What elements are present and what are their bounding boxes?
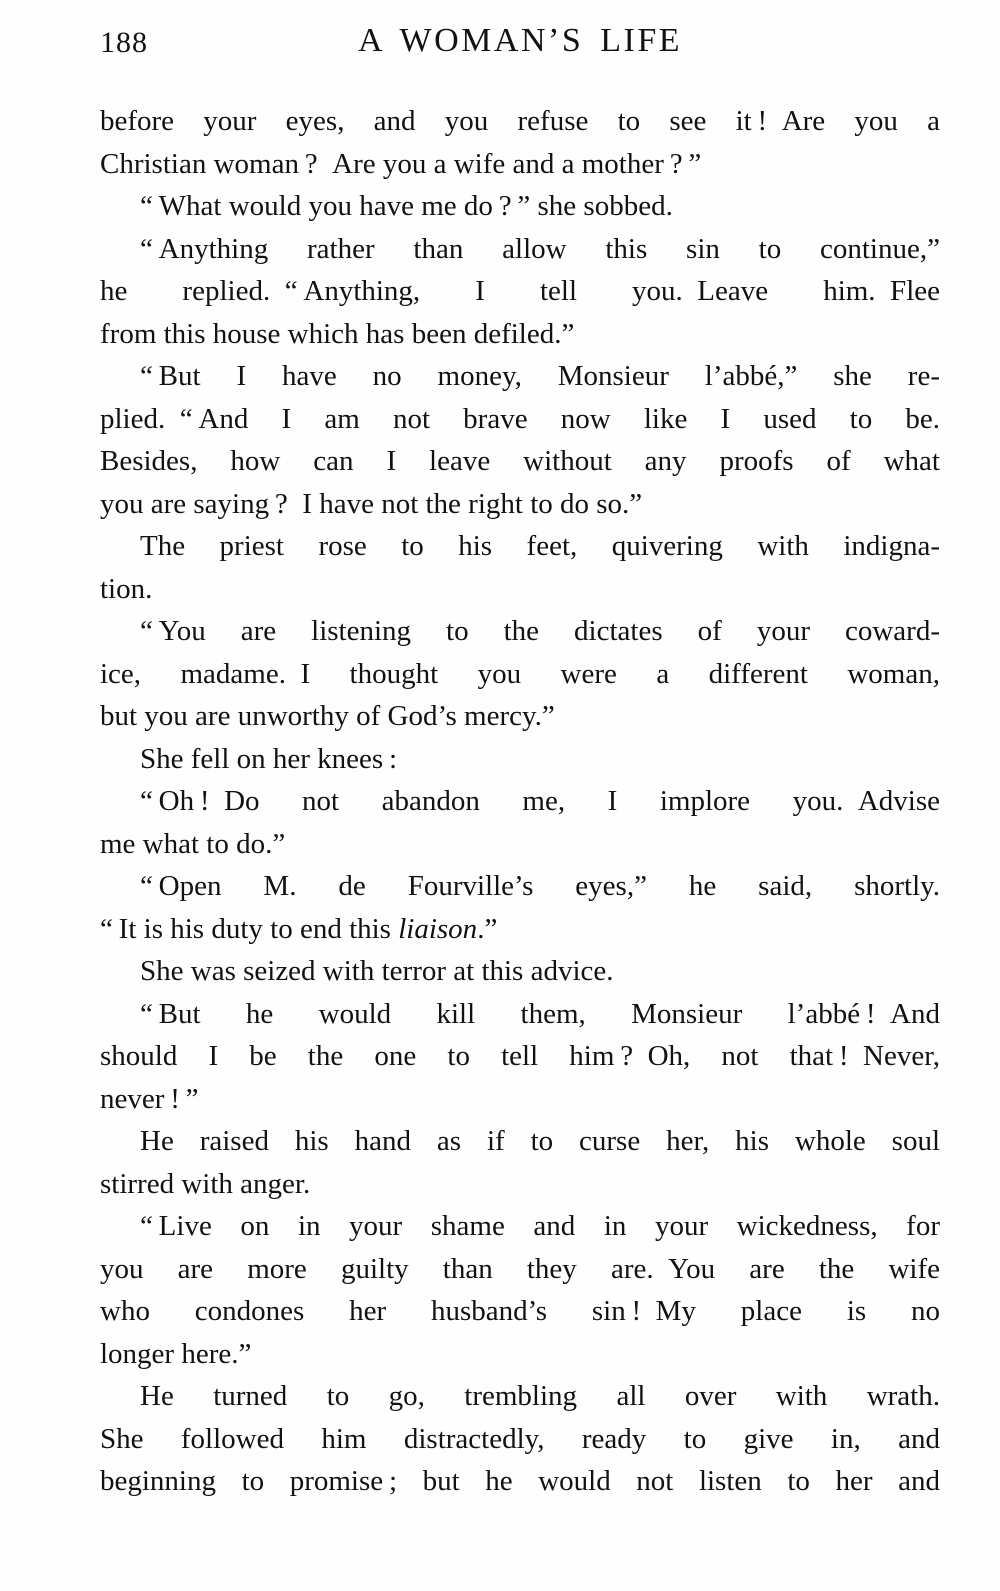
text-segment: He turned to go, trembling all over with wrath. bbox=[140, 1380, 940, 1412]
text-segment: from this house which has been defiled.” bbox=[100, 317, 575, 350]
text-segment: “ What would you have me do ? ” she sobbed. bbox=[140, 190, 673, 222]
text-line bbox=[100, 228, 940, 271]
italic-text: liaison bbox=[398, 912, 478, 945]
text-line bbox=[100, 1035, 940, 1078]
text-line bbox=[100, 865, 940, 908]
text-segment: She followed him distractedly, ready to give in, and bbox=[100, 1422, 940, 1455]
text-segment: She was seized with terror at this advice. bbox=[140, 955, 614, 987]
text-segment: ice, madame. I thought you were a different woman, bbox=[100, 657, 940, 690]
text-line bbox=[100, 1375, 940, 1418]
text-line bbox=[100, 653, 940, 696]
text-line bbox=[100, 1120, 940, 1163]
text-line bbox=[100, 1248, 940, 1291]
text-line bbox=[100, 185, 940, 228]
text-line bbox=[100, 780, 940, 823]
text-segment: you are more guilty than they are. You are the wife bbox=[100, 1252, 940, 1285]
text-segment: “ You are listening to the dictates of your coward- bbox=[140, 615, 940, 647]
text-line bbox=[100, 483, 940, 526]
page-number: 188 bbox=[100, 26, 148, 59]
text-segment: Christian woman ? Are you a wife and a mother ? ” bbox=[100, 147, 702, 180]
text-segment: “ It is his duty to end this bbox=[100, 912, 399, 945]
text-line bbox=[100, 1418, 940, 1461]
text-line bbox=[100, 1460, 940, 1503]
text-segment: before your eyes, and you refuse to see it ! Are you a bbox=[100, 105, 940, 137]
text-segment: He raised his hand as if to curse her, his whole soul bbox=[140, 1125, 940, 1157]
page-title: A WOMAN’S LIFE bbox=[357, 22, 683, 59]
text-line bbox=[100, 993, 940, 1036]
text-segment: Besides, how can I leave without any proofs of what bbox=[100, 445, 940, 477]
text-line bbox=[100, 1078, 940, 1121]
text-line bbox=[100, 568, 940, 611]
text-segment: The priest rose to his feet, quivering with indigna- bbox=[140, 530, 940, 562]
running-header bbox=[100, 22, 940, 62]
text-line bbox=[100, 1163, 940, 1206]
text-line bbox=[100, 908, 940, 951]
text-segment: plied. “ And I am not brave now like I used to be. bbox=[100, 402, 940, 435]
text-segment: “ Open M. de Fourville’s eyes,” he said, shortly. bbox=[140, 870, 940, 902]
text-segment: “ Anything rather than allow this sin to continue,” bbox=[140, 232, 940, 265]
text-line bbox=[100, 270, 940, 313]
text-segment: .” bbox=[477, 912, 498, 945]
text-segment: you are saying ? I have not the right to do so.” bbox=[100, 487, 643, 520]
text-line bbox=[100, 1205, 940, 1248]
text-line bbox=[100, 695, 940, 738]
text-segment: but you are unworthy of God’s mercy.” bbox=[100, 700, 555, 732]
text-segment: “ But I have no money, Monsieur l’abbé,” she re- bbox=[140, 360, 940, 392]
text-line bbox=[100, 313, 940, 356]
text-line bbox=[100, 355, 940, 398]
text-line bbox=[100, 440, 940, 483]
text-line bbox=[100, 610, 940, 653]
text-line bbox=[100, 525, 940, 568]
text-segment: beginning to promise ; but he would not listen to her and bbox=[100, 1465, 940, 1497]
text-segment: “ But he would kill them, Monsieur l’abbé ! And bbox=[140, 997, 940, 1030]
text-segment: should I be the one to tell him ? Oh, not that ! Never, bbox=[100, 1040, 940, 1072]
text-segment: She fell on her knees : bbox=[140, 742, 398, 775]
text-line bbox=[100, 950, 940, 993]
page-text bbox=[100, 100, 940, 1503]
text-segment: “ Live on in your shame and in your wickedness, for bbox=[140, 1210, 940, 1242]
text-segment: tion. bbox=[100, 572, 153, 605]
text-line bbox=[100, 1333, 940, 1376]
text-segment: he replied. “ Anything, I tell you. Leave him. Flee bbox=[100, 275, 940, 307]
text-segment: never ! ” bbox=[100, 1082, 199, 1115]
text-line bbox=[100, 1290, 940, 1333]
text-segment: “ Oh ! Do not abandon me, I implore you. Advise bbox=[140, 785, 940, 817]
text-segment: who condones her husband’s sin ! My place is no bbox=[100, 1295, 940, 1327]
text-segment: me what to do.” bbox=[100, 827, 286, 860]
text-line bbox=[100, 100, 940, 143]
text-segment: longer here.” bbox=[100, 1337, 252, 1370]
text-line bbox=[100, 143, 940, 186]
text-line bbox=[100, 738, 940, 781]
text-line bbox=[100, 398, 940, 441]
text-line bbox=[100, 823, 940, 866]
text-segment: stirred with anger. bbox=[100, 1167, 311, 1200]
